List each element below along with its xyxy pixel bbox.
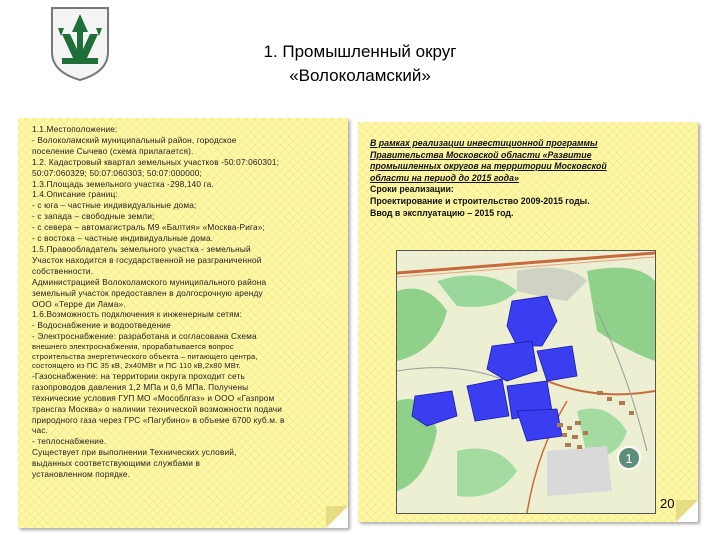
description-line: Участок находится в государственной не разграниченной	[32, 254, 262, 265]
field-area	[547, 446, 612, 496]
description-line: выданных соответствующими службами в	[32, 458, 201, 469]
description-line: - Волоколамский муниципальный район, городское	[32, 134, 237, 145]
description-line: внешнего электроснабжения, прорабатывается вопрос	[32, 342, 234, 352]
page-curl	[676, 500, 698, 522]
description-line: ООО «Терре ди Лама».	[32, 298, 126, 309]
description-line: 50:07:060329; 50:07:060303; 50:07:000000;	[32, 167, 202, 178]
description-line: технические условия ГУП МО «Мособлгаз» и ООО «Газпром	[32, 392, 275, 403]
description-line: установленном порядке.	[32, 469, 131, 480]
description-line: - Водоснабжение и водоотведение	[32, 320, 171, 331]
title-line-2: «Волоколамский»	[289, 66, 431, 85]
program-note	[358, 122, 698, 522]
schedule-line: Проектирование и строительство 2009-2015 годы.	[370, 195, 590, 206]
page-curl	[326, 506, 348, 528]
page-title	[160, 40, 560, 88]
description-line: трансгаз Москва» о наличии технической возможности подачи	[32, 403, 283, 414]
description-line: земельный участок предоставлен в долгосрочную аренду	[32, 287, 263, 298]
description-line: состоящего из ПС 35 кВ, 2х40МВт и ПС 110 кВ,2х80 МВт.	[32, 361, 241, 371]
description-line: 1.4.Описание границ:	[32, 189, 118, 200]
program-line: области на период до 2015 года»	[370, 172, 519, 183]
description-line: - с севера – автомагистраль М9 «Балтия» «Москва-Рига»;	[32, 222, 265, 233]
description-line: -Газоснабжение: на территории округа проходит сеть	[32, 370, 245, 381]
description-line: - с юга – частные индивидуальные дома;	[32, 200, 197, 211]
schedule-line: Сроки реализации:	[370, 184, 454, 195]
description-line: газопроводов давления 1,2 МПа и 0,6 МПа. Получены	[32, 381, 249, 392]
description-line: 1.1.Местоположение:	[32, 124, 118, 134]
description-line: - теплоснабжение.	[32, 436, 107, 447]
description-line: 1.5.Правообладатель земельного участка - земельный	[32, 243, 251, 254]
description-line: строительства энергетического объекта – питающего центра,	[32, 351, 258, 361]
description-line: 1.3.Площадь земельного участка -298,140 га.	[32, 178, 214, 189]
program-line: В рамках реализации инвестиционной программы	[370, 138, 598, 148]
site-map-drawing	[397, 251, 655, 513]
description-line: - с запада – свободные земли;	[32, 211, 155, 222]
description-line: 1.2. Кадастровый квартал земельных участков -50:07:060301;	[32, 156, 280, 167]
description-line: - Электроснабжение: разработана и согласована Схема	[32, 331, 257, 342]
site-description-text	[32, 124, 344, 480]
site-description-note	[18, 118, 348, 528]
coat-of-arms-icon	[48, 4, 112, 82]
page-number: 20	[660, 496, 675, 511]
description-line: Существует при выполнении Технических условий,	[32, 447, 237, 458]
description-line: - с востока – частные индивидуальные дома.	[32, 233, 214, 244]
description-line: 1.6.Возможность подключения к инженерным сетям:	[32, 309, 243, 320]
site-map	[396, 250, 656, 514]
program-text	[370, 138, 690, 219]
location-marker-label: 1	[625, 451, 633, 466]
title-line-1: 1. Промышленный округ	[263, 42, 457, 61]
description-line: Администрацией Волоколамского муниципального района	[32, 276, 267, 287]
program-line: Правительства Московской области «Развитие	[370, 149, 592, 160]
program-line: промышленных округов на территории Московской	[370, 161, 607, 172]
description-line: природного газа через ГРС «Пагубино» в объеме 6700 куб.м. в	[32, 414, 285, 425]
description-line: час.	[32, 425, 48, 436]
description-line: поселение Сычево (схема прилагается).	[32, 145, 194, 156]
industrial-plot	[467, 379, 509, 421]
description-line: собственности.	[32, 265, 94, 276]
schedule-line: Ввод в эксплуатацию – 2015 год.	[370, 207, 514, 218]
